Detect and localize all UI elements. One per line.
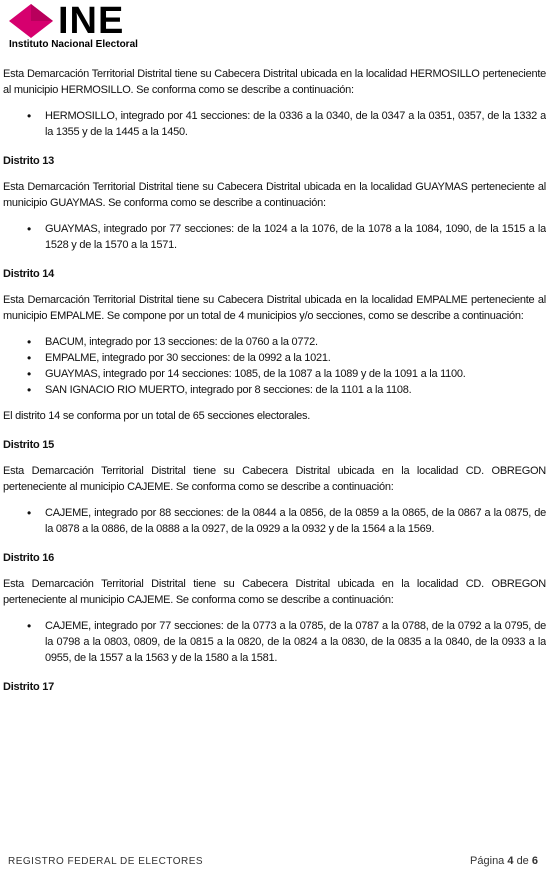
- bullet-list: [3, 334, 546, 398]
- section-heading: Distrito 17: [3, 681, 55, 693]
- list-item: • GUAYMAS, integrado por 77 secciones: de la 1024 a la 1076, de la 1078 a la 1084, 1090, de la 1515 a la 1528 y de la 1570 a la 1571.: [3, 221, 546, 253]
- list-item: • CAJEME, integrado por 77 secciones: de la 0773 a la 0785, de la 0787 a la 0788, de la 0792 a la 0795, de la 0798 a la 0803, 0809, de la 0815 a la 0820, de la 0824 a la 0830, de la 0835 a la 0840, de la 0933 a la 0955, de la 1557 a la 1563 y de la 1580 a la 1581.: [3, 618, 546, 666]
- section-heading: Distrito 15: [3, 439, 55, 451]
- page-number: [470, 855, 538, 867]
- list-item: • BACUM, integrado por 13 secciones: de la 0760 a la 0772.: [3, 334, 546, 350]
- logo-subtitle: Instituto Nacional Electoral: [9, 39, 138, 50]
- page-of: de: [516, 855, 529, 867]
- paragraph: Esta Demarcación Territorial Distrital tiene su Cabecera Distrital ubicada en la localidad HERMOSILLO perteneciente al municipio HERMOSILLO. Se conforma como se describe a continuación:: [3, 68, 546, 96]
- document-body: [3, 66, 546, 695]
- list-item: • HERMOSILLO, integrado por 41 secciones: de la 0336 a la 0340, de la 0347 a la 0351, 0357, de la 1332 a la 1355 y de la 1445 a la 1450.: [3, 108, 546, 140]
- paragraph: Esta Demarcación Territorial Distrital tiene su Cabecera Distrital ubicada en la localidad CD. OBREGON perteneciente al municipio CAJEME. Se conforma como se describe a continuación:: [3, 465, 546, 493]
- bullet-list: [3, 108, 546, 140]
- section-heading: Distrito 13: [3, 155, 55, 167]
- paragraph: Esta Demarcación Territorial Distrital tiene su Cabecera Distrital ubicada en la localidad EMPALME perteneciente al municipio EMPALME. Se compone por un total de 4 municipios y/o secciones, como se describe a continuación:: [3, 294, 546, 322]
- bullet-list: [3, 221, 546, 253]
- section-heading: Distrito 14: [3, 268, 55, 280]
- page-current: 4: [507, 855, 514, 867]
- paragraph: Esta Demarcación Territorial Distrital tiene su Cabecera Distrital ubicada en la localidad GUAYMAS perteneciente al municipio GUAYMAS. Se conforma como se describe a continuación:: [3, 181, 546, 209]
- paragraph: El distrito 14 se conforma por un total de 65 secciones electorales.: [3, 410, 311, 422]
- section-heading: Distrito 16: [3, 552, 55, 564]
- list-item: • CAJEME, integrado por 88 secciones: de la 0844 a la 0856, de la 0859 a la 0865, de la 0867 a la 0875, de la 0878 a la 0886, de la 0888 a la 0927, de la 0929 a la 0932 y de la 1564 a la 1569.: [3, 505, 546, 537]
- paragraph: Esta Demarcación Territorial Distrital tiene su Cabecera Distrital ubicada en la localidad CD. OBREGON perteneciente al municipio CAJEME. Se conforma como se describe a continuación:: [3, 578, 546, 606]
- list-item: • SAN IGNACIO RIO MUERTO, integrado por 8 secciones: de la 1101 a la 1108.: [3, 382, 546, 398]
- bullet-list: [3, 505, 546, 537]
- page-total: 6: [531, 855, 538, 867]
- footer-label: REGISTRO FEDERAL DE ELECTORES: [8, 856, 204, 867]
- ine-logo-mark-icon: [6, 2, 56, 40]
- page-word: Página: [470, 855, 505, 867]
- list-item: • GUAYMAS, integrado por 14 secciones: 1085, de la 1087 a la 1089 y de la 1091 a la 1100.: [3, 366, 546, 382]
- list-item: • EMPALME, integrado por 30 secciones: de la 0992 a la 1021.: [3, 350, 546, 366]
- ine-logo: [6, 2, 166, 52]
- bullet-list: [3, 618, 546, 666]
- logo-wordmark: INE: [58, 0, 125, 42]
